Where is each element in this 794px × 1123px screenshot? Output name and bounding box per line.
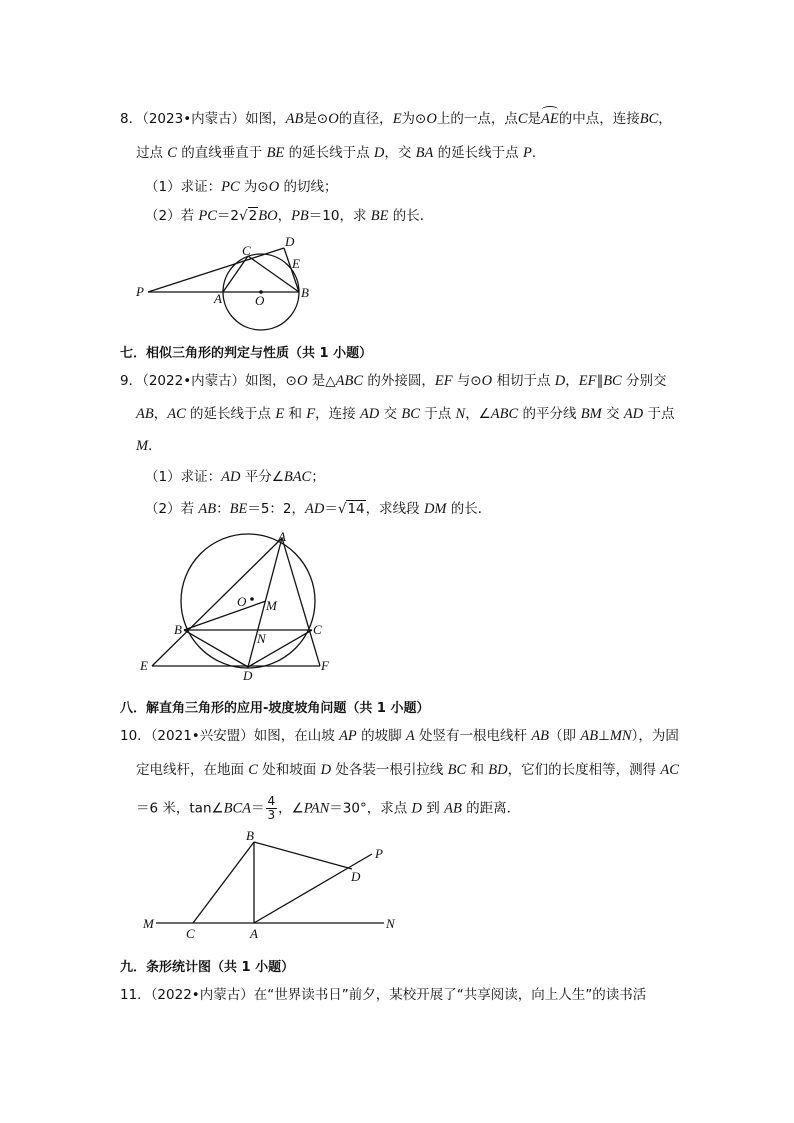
svg-text:A: A [250,926,258,941]
svg-text:A: A [214,291,222,306]
q10-line3: ＝6 米，tan∠BCA＝ $\frac{4}{3}$ ，∠PAN＝30°，求点 D 到 AB 的距离． [136,794,521,822]
q10-line1: 10．（2021•兴安盟）如图，在山坡 AP 的坡脚 A 处竖有一根电线杆 AB（即 AB⊥MN），为固 [120,728,679,744]
svg-text:E: E [292,256,300,271]
svg-text:P: P [136,284,144,299]
svg-text:D: D [243,668,253,683]
q9-line3: M． [136,438,162,454]
svg-text:C: C [242,243,251,258]
arc-ae: AE [541,111,559,127]
q8-sub1: （1）求证：PC 为⊙O 的切线； [145,179,338,195]
svg-text:F: F [321,658,329,673]
svg-text:P: P [375,846,383,861]
q11-line1: 11．（2022•内蒙古）在“世界读书日”前夕，某校开展了“共享阅读，向上人生”的读书活 [120,987,647,1003]
svg-text:B: B [246,828,254,843]
svg-text:D: D [285,234,295,249]
svg-text:N: N [257,631,266,646]
svg-text:C: C [313,622,322,637]
svg-text:O: O [237,594,247,609]
q8-sub2: （2）若 PC＝2√2BO，PB＝10，求 BE 的长． [145,208,434,224]
q9-line2: AB，AC 的延长线于点 E 和 F，连接 AD 交 BC 于点 N，∠ABC 的平分线 BM 交 AD 于点 [136,406,675,422]
svg-text:M: M [266,598,277,613]
svg-text:B: B [174,622,182,637]
svg-text:O: O [255,293,265,308]
svg-text:N: N [386,916,395,931]
q8-line1: 8．（2023•内蒙古）如图，AB是⊙O的直径，E为⊙O上的一点，点C是AE的中点，连接BC， [120,111,672,127]
q9-sub1: （1）求证：AD 平分∠BAC； [145,469,325,485]
q9-sub2: （2）若 AB：BE＝5：2，AD＝√14，求线段 DM 的长． [145,501,492,517]
section-9-heading: 九．条形统计图（共 1 小题） [120,960,295,975]
svg-text:D: D [351,869,361,884]
svg-text:A: A [278,529,286,544]
q10-line2: 定电线杆，在地面 C 处和坡面 D 处各装一根引拉线 BC 和 BD，它们的长度相等，测得 AC [136,762,679,778]
svg-text:C: C [186,926,195,941]
q8-line2: 过点 C 的直线垂直于 BE 的延长线于点 D，交 BA 的延长线于点 P． [136,145,546,161]
svg-text:E: E [140,658,148,673]
section-8-heading: 八．解直角三角形的应用-坡度坡角问题（共 1 小题） [120,701,430,716]
svg-text:B: B [301,285,309,300]
svg-text:M: M [143,916,154,931]
section-7-heading: 七．相似三角形的判定与性质（共 1 小题） [120,346,373,361]
q9-line1: 9．（2022•内蒙古）如图，⊙O 是△ABC 的外接圆，EF 与⊙O 相切于点 D，EF∥BC 分别交 [120,373,667,389]
fraction-four-thirds: $\frac{4}{3}$ [267,794,276,822]
